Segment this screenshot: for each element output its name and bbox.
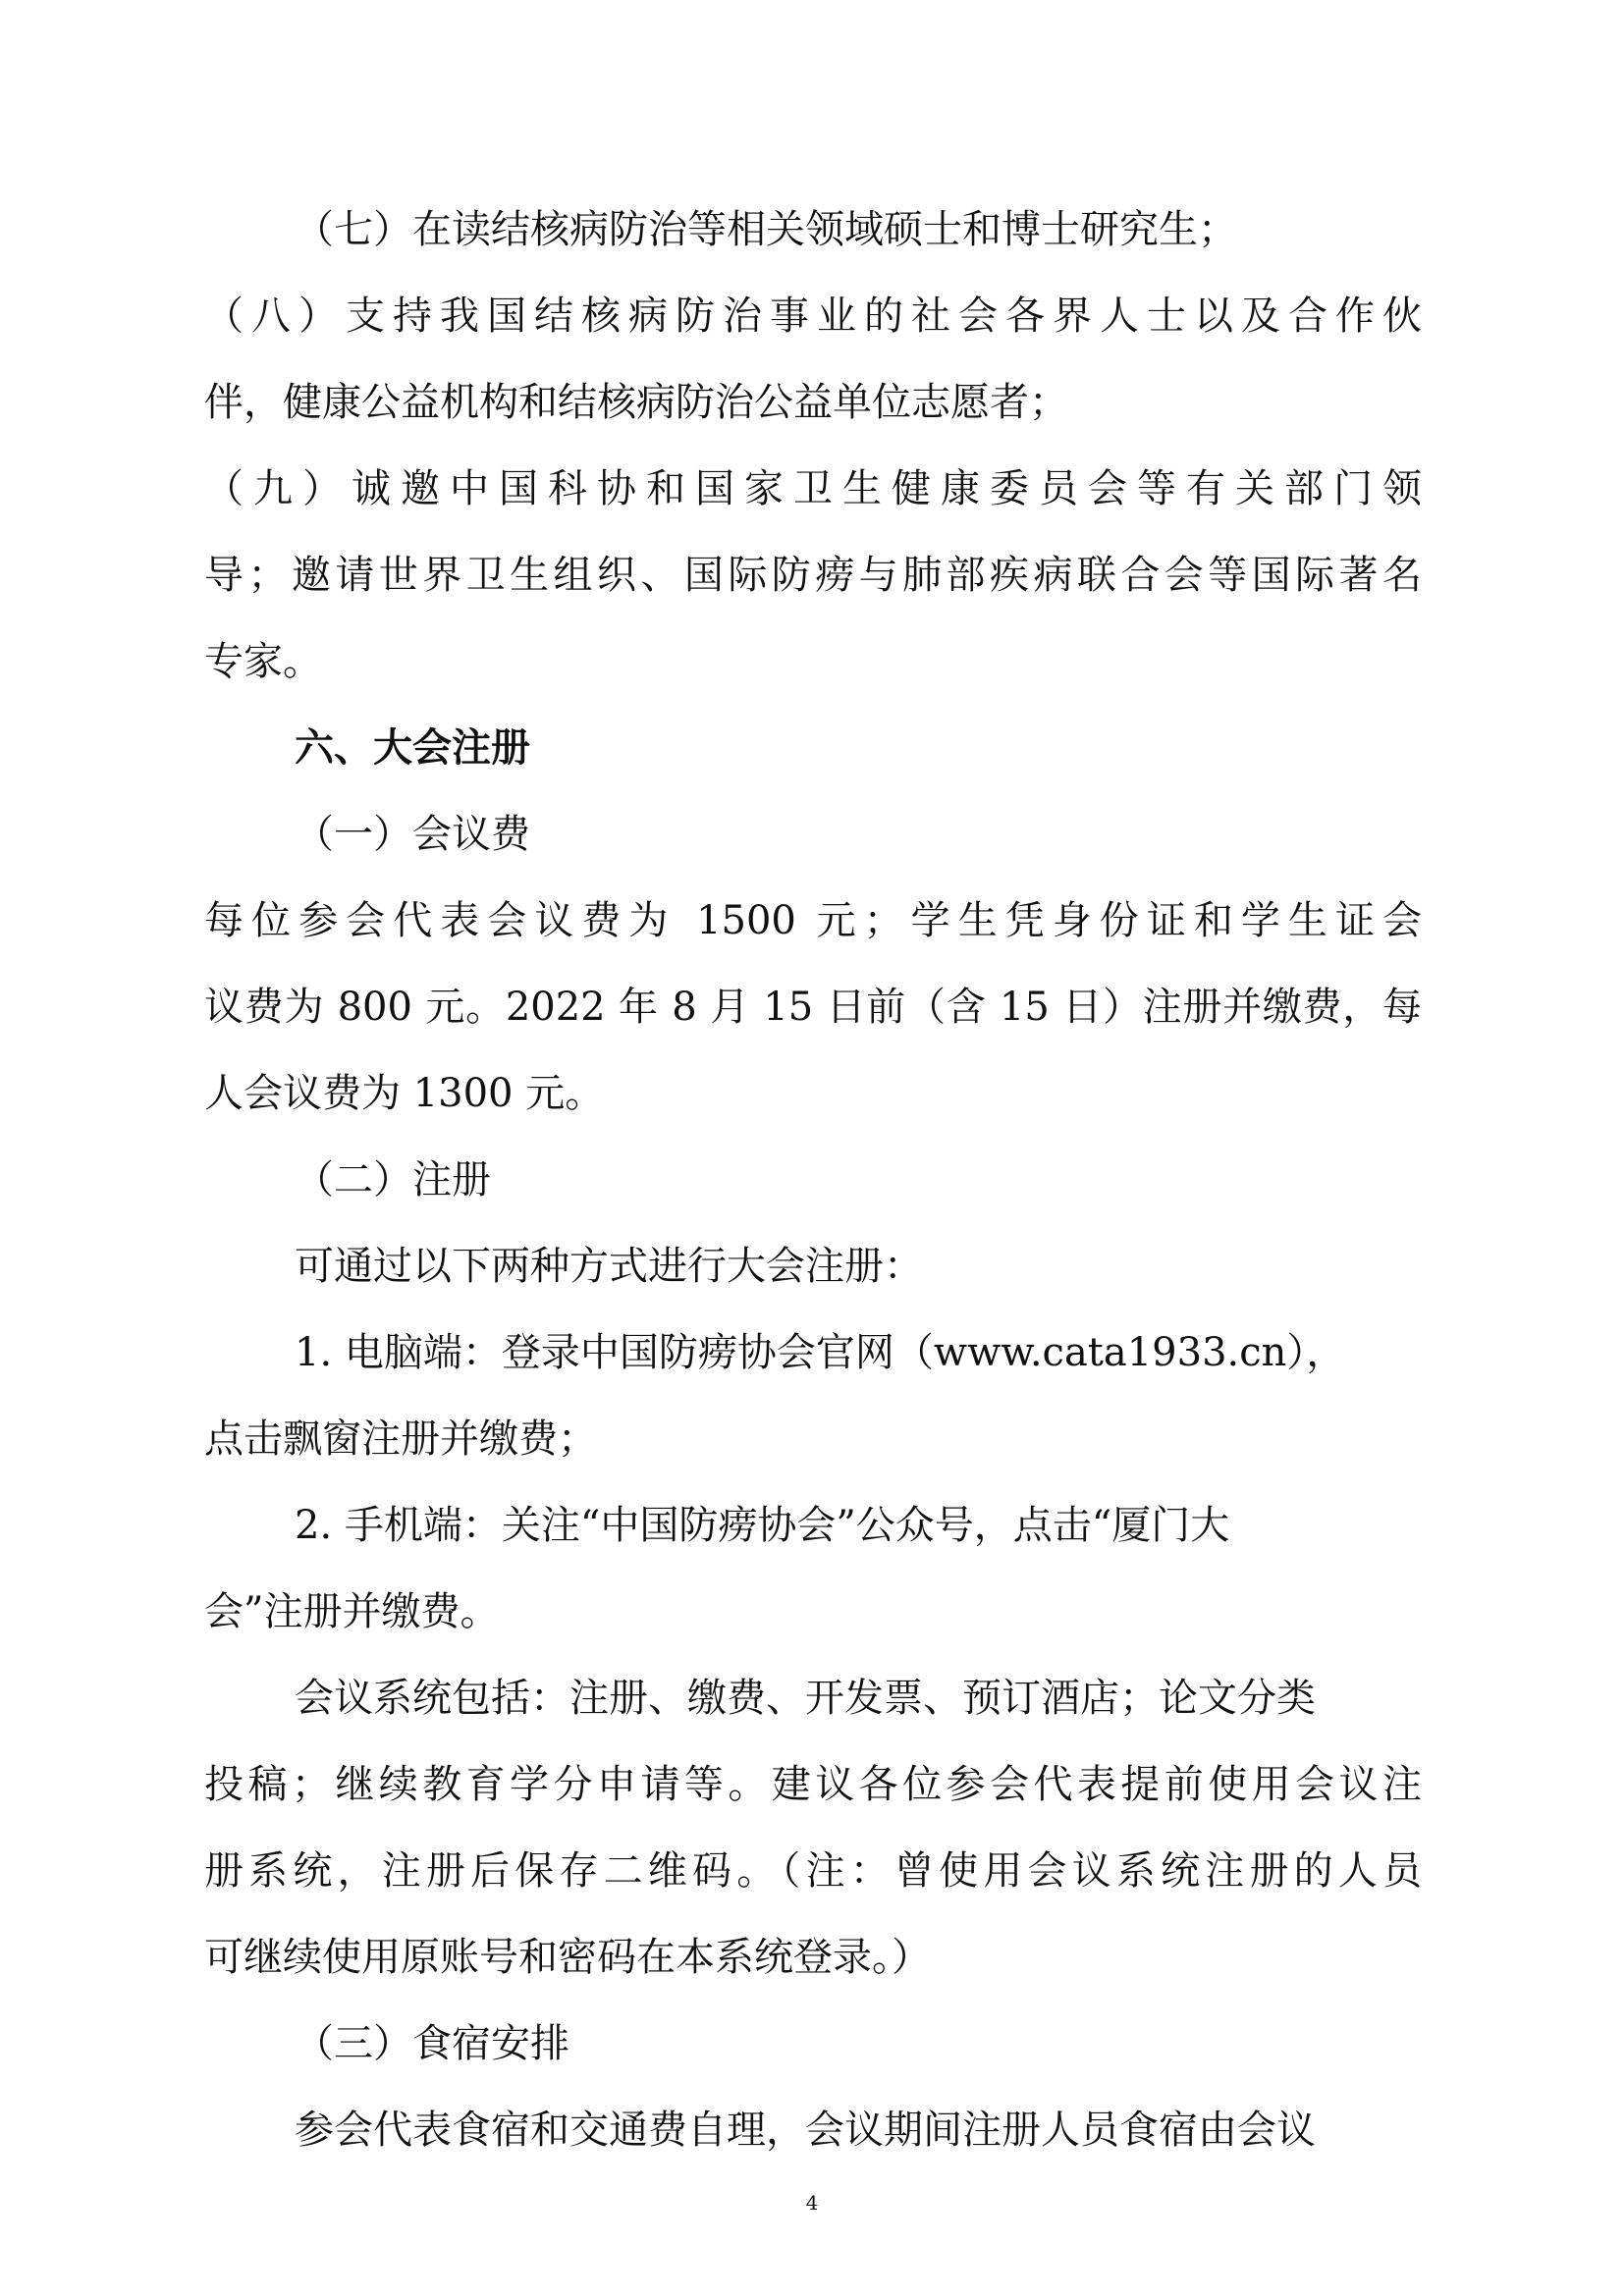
subsection-heading: （一）会议费 bbox=[295, 812, 530, 857]
paragraph-line: （九）诚邀中国科协和国家卫生健康委员会等有关部门领 bbox=[204, 466, 1422, 511]
paragraph-line: 议费为 800 元。2022 年 8 月 15 日前（含 15 日）注册并缴费，每 bbox=[204, 985, 1422, 1030]
paragraph-line: 可通过以下两种方式进行大会注册： bbox=[295, 1244, 923, 1289]
paragraph-line: 人会议费为 1300 元。 bbox=[204, 1071, 605, 1116]
paragraph-line: （七）在读结核病防治等相关领域硕士和博士研究生； bbox=[295, 207, 1237, 252]
paragraph-line: 专家。 bbox=[204, 639, 322, 684]
list-item: 2. 手机端：关注“中国防痨协会”公众号，点击“厦门大 bbox=[295, 1503, 1230, 1548]
paragraph-line: 投稿；继续教育学分申请等。建议各位参会代表提前使用会议注 bbox=[204, 1762, 1422, 1807]
paragraph-line: 每位参会代表会议费为 1500 元；学生凭身份证和学生证会 bbox=[204, 898, 1422, 943]
paragraph-line: 会”注册并缴费。 bbox=[204, 1589, 500, 1634]
list-item: 1. 电脑端：登录中国防痨协会官网（www.cata1933.cn）， bbox=[295, 1330, 1346, 1375]
paragraph-line: 伴，健康公益机构和结核病防治公益单位志愿者； bbox=[204, 380, 1068, 425]
paragraph-line: 会议系统包括：注册、缴费、开发票、预订酒店；论文分类 bbox=[295, 1676, 1316, 1721]
subsection-heading: （二）注册 bbox=[295, 1157, 491, 1202]
section-heading: 六、大会注册 bbox=[295, 725, 530, 771]
subsection-heading: （三）食宿安排 bbox=[295, 2021, 569, 2066]
paragraph-line: 可继续使用原账号和密码在本系统登录。） bbox=[204, 1935, 931, 1980]
page-number: 4 bbox=[805, 2191, 819, 2215]
paragraph-line: （八）支持我国结核病防治事业的社会各界人士以及合作伙 bbox=[204, 294, 1422, 339]
paragraph-line: 参会代表食宿和交通费自理，会议期间注册人员食宿由会议 bbox=[295, 2108, 1316, 2153]
paragraph-line: 点击飘窗注册并缴费； bbox=[204, 1416, 597, 1462]
paragraph-line: 册系统，注册后保存二维码。（注：曾使用会议系统注册的人员 bbox=[204, 1848, 1422, 1894]
paragraph-line: 导；邀请世界卫生组织、国际防痨与肺部疾病联合会等国际著名 bbox=[204, 553, 1422, 598]
